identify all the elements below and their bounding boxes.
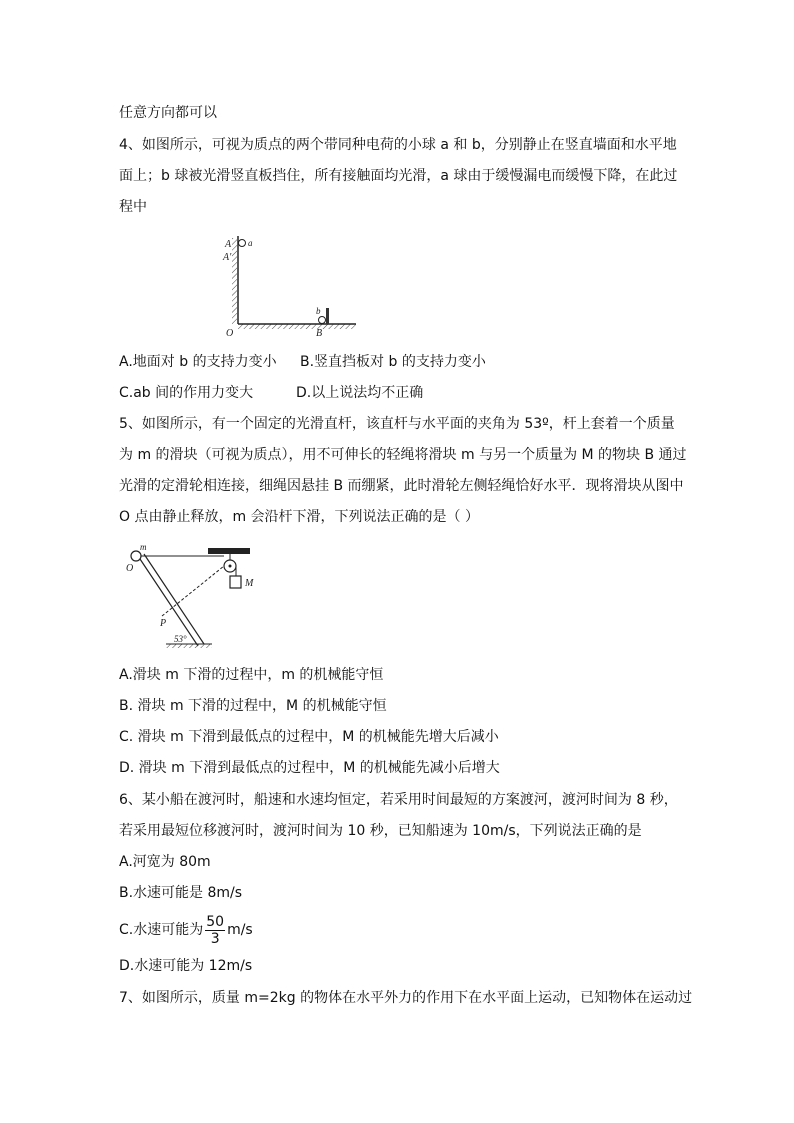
q6-line-1: 6、某小船在渡河时，船速和水速均恒定，若采用时间最短的方案渡河，渡河时间为 8 秒，: [119, 792, 678, 808]
q6-option-c-text: C.水速可能为: [119, 922, 204, 938]
q6-line-2: 若采用最短位移渡河时，渡河时间为 10 秒，已知船速为 10m/s，下列说法正确的是: [119, 823, 642, 839]
figure-rod-pulley: [118, 538, 268, 653]
q5-option-d: D. 滑块 m 下滑到最低点的过程中，M 的机械能先减小后增大: [119, 760, 500, 776]
q4-line-1: 4、如图所示，可视为质点的两个带同种电荷的小球 a 和 b，分别静止在竖直墙面和水平地: [119, 137, 677, 153]
q6-option-c-unit: m/s: [227, 922, 253, 938]
text-line: 任意方向都可以: [119, 105, 217, 121]
q5-option-a: A.滑块 m 下滑的过程中，m 的机械能守恒: [119, 667, 384, 683]
rod-edge: [144, 554, 204, 644]
label-O: O: [226, 328, 234, 339]
label-P: P: [160, 618, 167, 629]
q7-line-1: 7、如图所示，质量 m=2kg 的物体在水平外力的作用下在水平面上运动，已知物体在运动过: [119, 990, 693, 1006]
q4-option-a: A.地面对 b 的支持力变小: [119, 354, 277, 370]
ball-b: [319, 317, 326, 324]
figure-wall-floor: [220, 228, 380, 343]
pulley-axle: [229, 565, 232, 568]
q4-option-b: B.竖直挡板对 b 的支持力变小: [300, 354, 486, 370]
fraction-denominator: 3: [210, 930, 220, 947]
ball-a: [239, 240, 246, 247]
q6-option-d: D.水速可能为 12m/s: [119, 958, 253, 974]
q6-option-c: [119, 910, 253, 950]
label-b: b: [316, 306, 321, 316]
wall-hatch: [232, 238, 237, 324]
label-A: A: [225, 239, 232, 250]
plate: [326, 308, 329, 324]
q4-line-2: 面上；b 球被光滑竖直板挡住，所有接触面均光滑，a 球由于缓慢漏电而缓慢下降，在此过: [119, 168, 678, 184]
q5-line-1: 5、如图所示，有一个固定的光滑直杆，该直杆与水平面的夹角为 53º，杆上套着一个质量: [119, 416, 675, 432]
rope-dashed: [162, 566, 224, 616]
q6-option-a: A.河宽为 80m: [119, 854, 211, 870]
ground-hatch: [166, 644, 212, 648]
q5-line-2: 为 m 的滑块（可视为质点），用不可伸长的轻绳将滑块 m 与另一个质量为 M 的物块 B 通过: [119, 447, 687, 463]
ceiling-bar: [208, 548, 250, 554]
q5-line-4: O 点由静止释放，m 会沿杆下滑，下列说法正确的是（ ）: [119, 509, 480, 525]
label-M: M: [245, 578, 254, 589]
block-M: [230, 576, 241, 588]
q5-option-c: C. 滑块 m 下滑到最低点的过程中，M 的机械能先增大后减小: [119, 729, 499, 745]
q4-line-3: 程中: [119, 199, 147, 215]
label-a: a: [248, 238, 253, 248]
label-m: m: [140, 542, 147, 552]
label-O2: O: [126, 563, 134, 574]
q5-line-3: 光滑的定滑轮相连接，细绳因悬挂 B 而绷紧，此时滑轮左侧轻绳恰好水平．现将滑块从图中: [119, 478, 684, 494]
fraction-numerator: 50: [206, 913, 225, 930]
label-B: B: [316, 328, 323, 339]
q4-option-d: D.以上说法均不正确: [296, 385, 424, 401]
slider-m: [131, 551, 141, 561]
fraction: [205, 914, 225, 947]
q4-option-c: C.ab 间的作用力变大: [119, 385, 254, 401]
q5-option-b: B. 滑块 m 下滑的过程中，M 的机械能守恒: [119, 698, 387, 714]
rod: [138, 556, 198, 646]
label-angle: 53°: [174, 634, 187, 644]
q6-option-b: B.水速可能是 8m/s: [119, 885, 243, 901]
label-A-prime: A': [223, 252, 232, 263]
